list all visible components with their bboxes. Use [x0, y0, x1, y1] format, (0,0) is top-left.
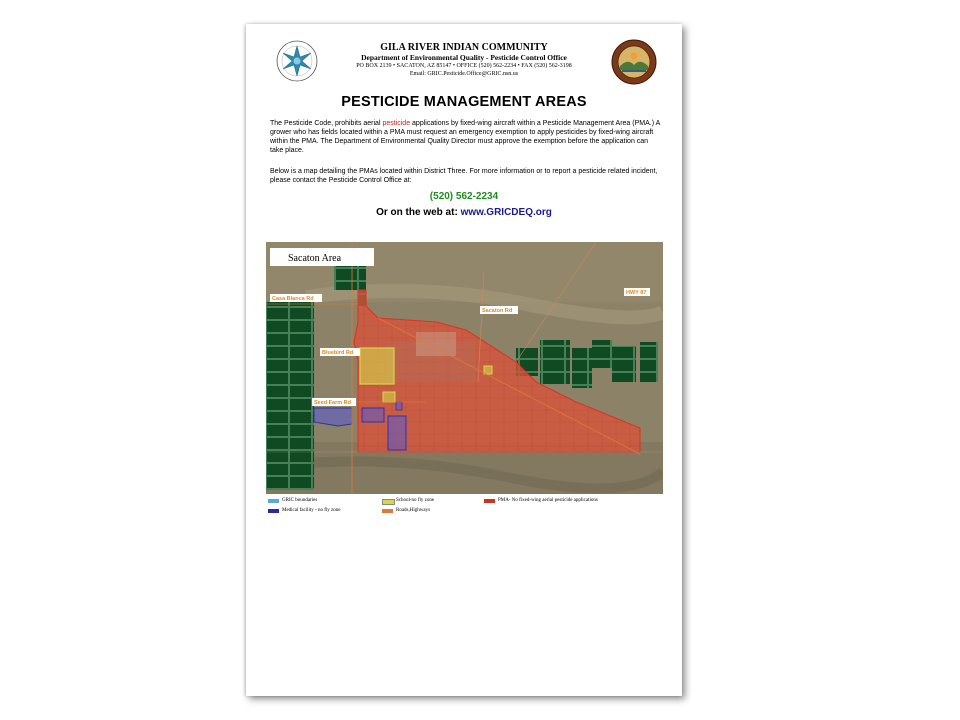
intro-highlight: pesticide [382, 120, 411, 127]
area-title: Sacaton Area [288, 253, 342, 264]
intro-paragraph [270, 119, 662, 155]
school-zone [360, 348, 394, 384]
road-label-sacaton: Sacaton Rd [482, 308, 513, 314]
address-line: PO BOX 2139 • SACATON, AZ 85147 • OFFICE (520) 562-2234 • FAX (520) 562-3198 [356, 63, 572, 69]
document-page [246, 24, 682, 696]
organization-name: GILA RIVER INDIAN COMMUNITY [380, 42, 548, 53]
web-url-link[interactable]: www.GRICDEQ.org [460, 207, 552, 218]
school-zone [484, 366, 492, 374]
legend-swatch-medical [268, 509, 279, 513]
road-label-hwy87: HWY 87 [626, 290, 647, 296]
legend-roads: Roads,Highways [396, 508, 431, 513]
legend-school: School-no fly zone [396, 498, 435, 503]
road-label-casa-blanca: Casa Blanca Rd [272, 296, 314, 302]
medical-zone [362, 408, 384, 422]
sacaton-area-map [266, 242, 663, 494]
road-label-seed-farm: Seed Farm Rd [314, 400, 351, 406]
road-label-bluebird: Bluebird Rd [322, 350, 354, 356]
department-name: Department of Environmental Quality - Pesticide Control Office [361, 53, 567, 62]
intro-text-end: applications by fixed-wing aircraft within a Pesticide Management Area (PMA.) A grower who has fields located within a PMA must request an emergency exemption to apply pesticides by fixed-wing aircraft within the PMA. The Department of Environmental Quality Director must approve the exemption before the application can take place. [270, 120, 660, 154]
letterhead [246, 38, 682, 98]
legend-medical: Medical facility - no fly zone [282, 508, 341, 513]
medical-zone [314, 408, 352, 426]
gric-deq-logo [275, 39, 319, 83]
map-legend [266, 498, 666, 518]
field-block-west [266, 302, 314, 490]
legend-swatch-roads [382, 509, 393, 513]
medical-zone [388, 416, 406, 450]
web-line [246, 207, 682, 218]
intro-text-start: The Pesticide Code, prohibits aerial [270, 120, 383, 127]
school-zone [383, 392, 395, 402]
district-paragraph: Below is a map detailing the PMAs located within District Three. For more information or to report a pesticide related incident, please contact the Pesticide Control Office at: [270, 168, 658, 184]
legend-pma: PMA- No fixed-wing aerial pesticide applications [498, 498, 598, 503]
email-line: Email: GRIC.Pesticide.Office@GRIC.nsn.us [409, 71, 519, 77]
legend-swatch-school [382, 499, 395, 505]
legend-swatch-boundaries [268, 499, 279, 503]
page-title: PESTICIDE MANAGEMENT AREAS [341, 94, 587, 110]
gric-seal [610, 38, 658, 86]
legend-boundaries: GRIC boundaries [282, 498, 318, 503]
phone-number: (520) 562-2234 [429, 191, 499, 202]
web-prefix: Or on the web at: [376, 207, 461, 218]
legend-swatch-pma [484, 499, 495, 503]
